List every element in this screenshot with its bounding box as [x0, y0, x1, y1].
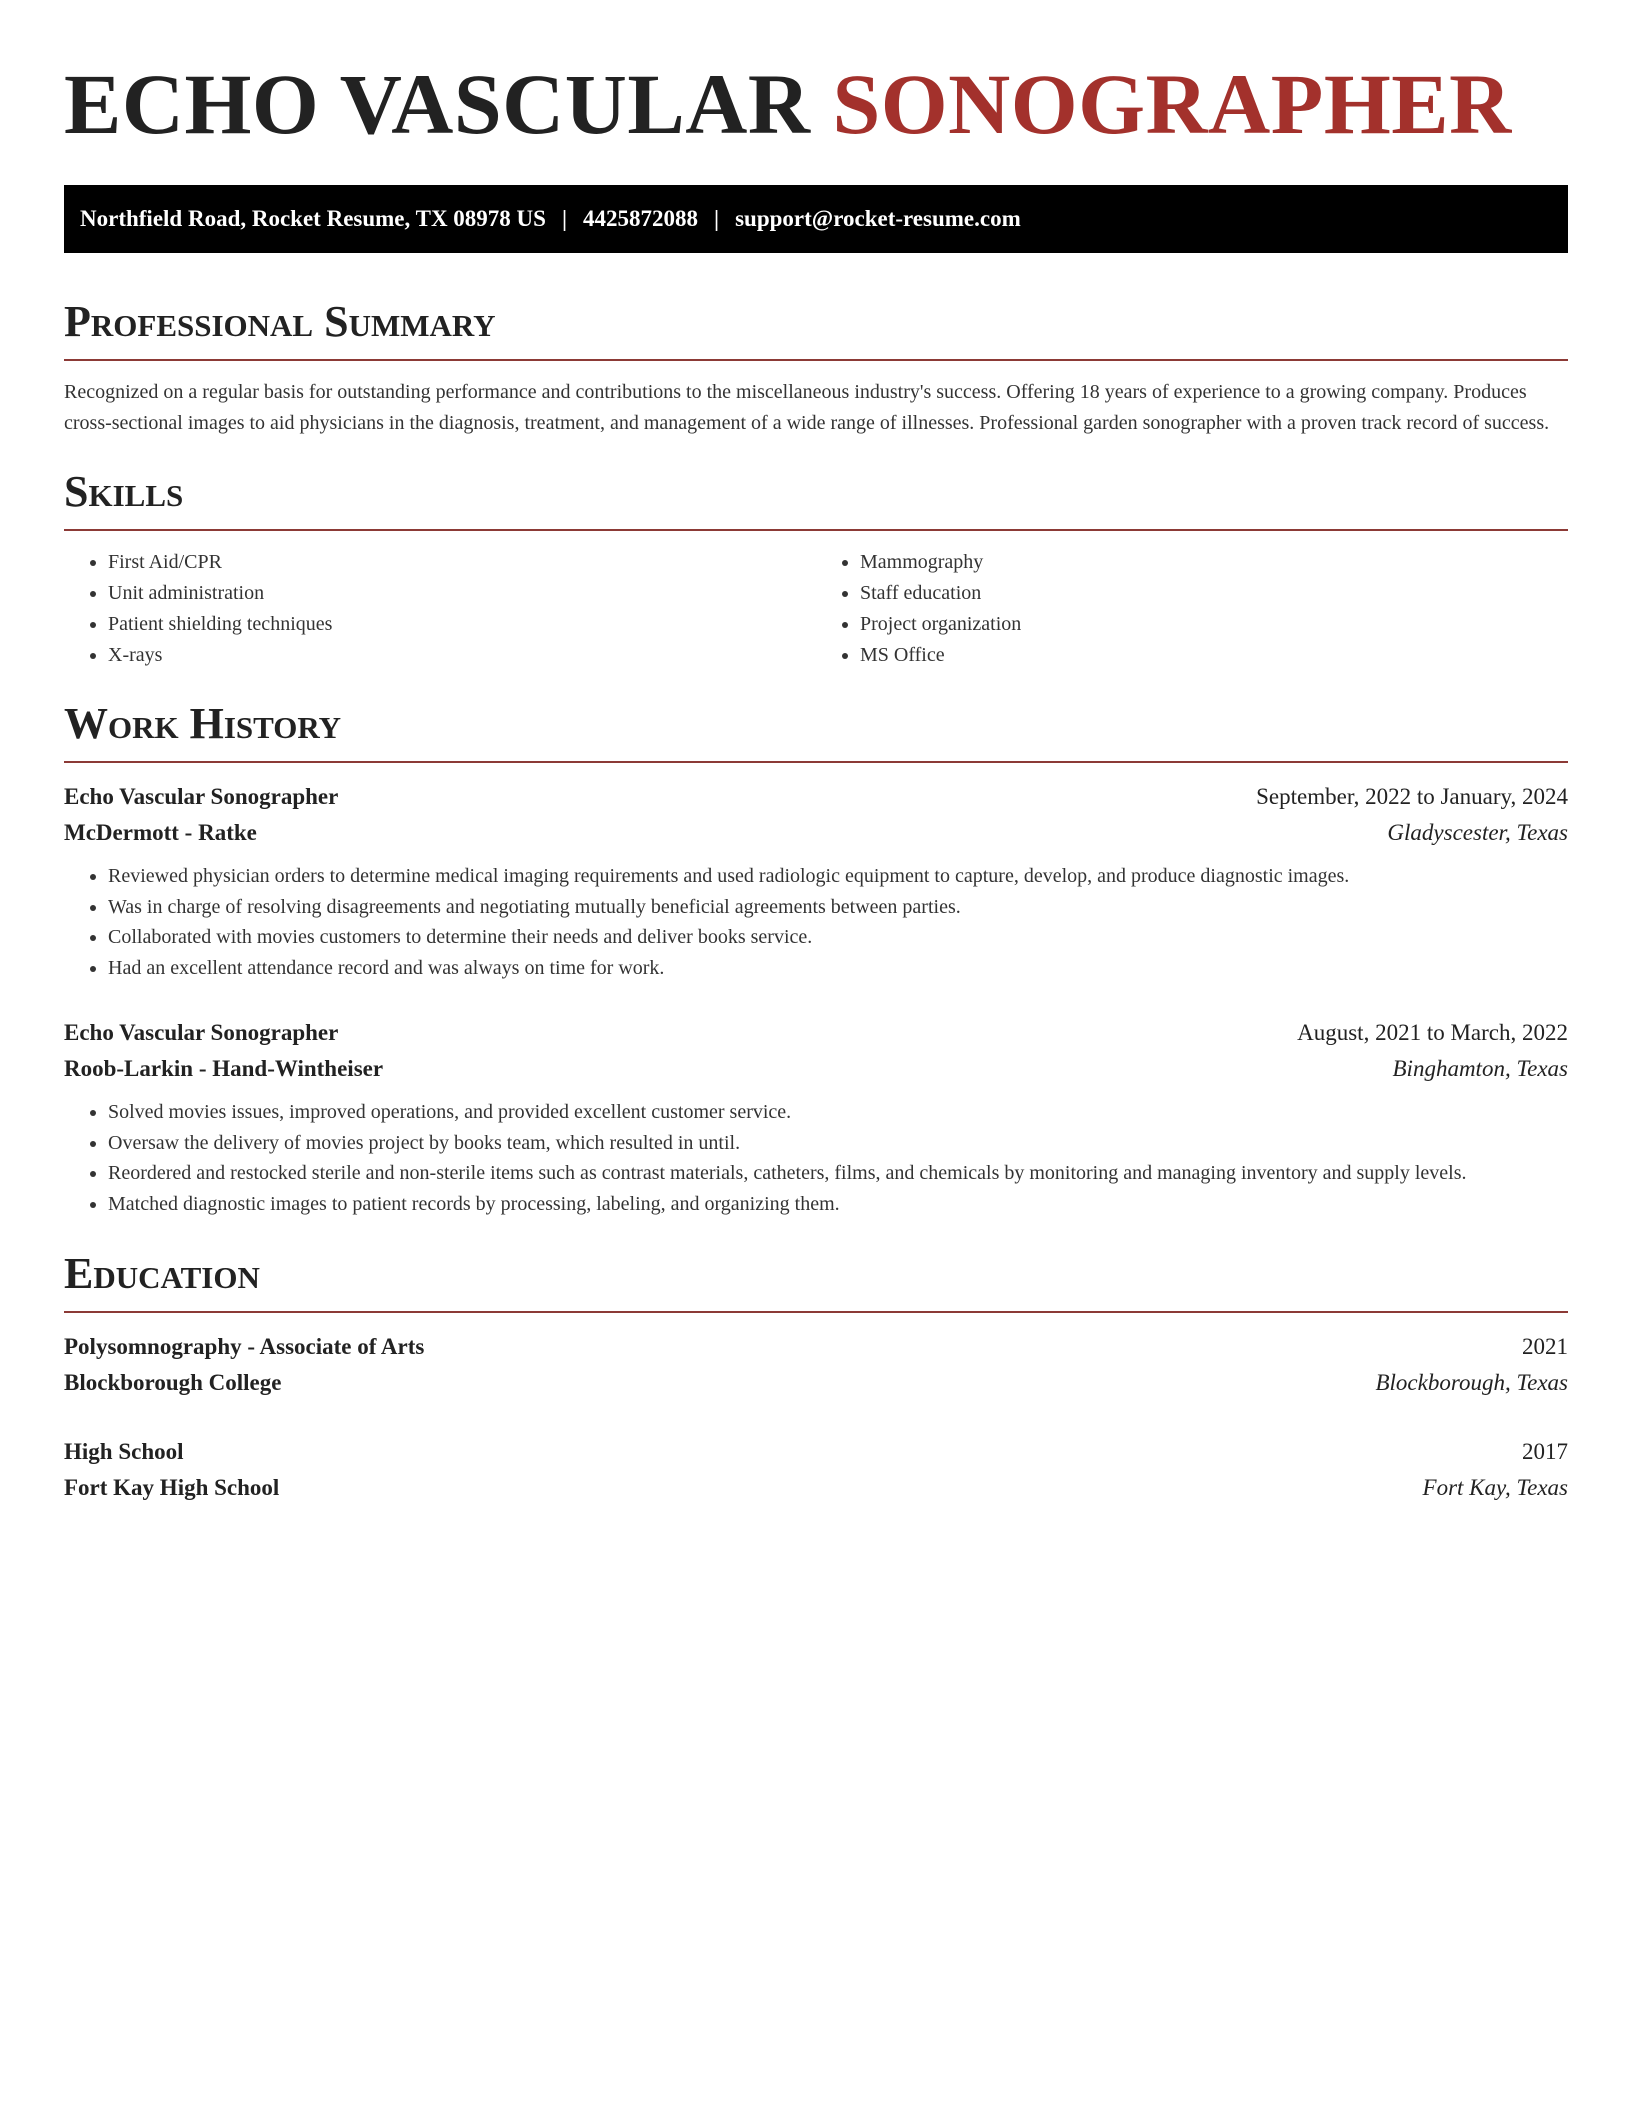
contact-address: Northfield Road, Rocket Resume, TX 08978 US: [80, 206, 546, 231]
education-school: Fort Kay High School: [64, 1475, 280, 1500]
work-history-section: [64, 699, 1568, 1219]
job-bullet: • Collaborated with movies customers to determine their needs and deliver books service.: [108, 922, 1568, 953]
job-bullets: [64, 1097, 1568, 1219]
contact-bar: [64, 185, 1568, 253]
education-entry: [64, 1434, 1568, 1506]
job-company: Roob-Larkin - Hand-Wintheiser: [64, 1056, 384, 1081]
job-bullets: [64, 861, 1568, 983]
job-bullet: • Matched diagnostic images to patient records by processing, labeling, and organizing them.: [108, 1189, 1568, 1220]
job-title: Echo Vascular Sonographer: [64, 784, 339, 809]
education-heading: Education: [64, 1249, 260, 1298]
skill-item: • MS Office: [860, 640, 1568, 671]
education-school: Blockborough College: [64, 1370, 282, 1395]
skills-list-left: [64, 547, 816, 671]
summary-heading: Professional Summary: [64, 297, 496, 346]
skill-item: • First Aid/CPR: [108, 547, 816, 578]
education-section: [64, 1249, 1568, 1506]
contact-email[interactable]: support@rocket-resume.com: [735, 206, 1021, 231]
work-history-heading: Work History: [64, 699, 342, 748]
job-bullet: • Was in charge of resolving disagreements and negotiating mutually beneficial agreements between parties.: [108, 892, 1568, 923]
job-dates: September, 2022 to January, 2024: [1256, 784, 1568, 809]
skill-item: • Staff education: [860, 578, 1568, 609]
summary-section: [64, 297, 1568, 439]
job-bullet: • Reordered and restocked sterile and non-sterile items such as contrast materials, catheters, films, and chemicals by monitoring and managing inventory and supply levels.: [108, 1158, 1568, 1189]
job-entry: [64, 779, 1568, 983]
job-bullet: • Oversaw the delivery of movies project by books team, which resulted in until.: [108, 1128, 1568, 1159]
contact-separator: |: [714, 206, 720, 231]
job-dates: August, 2021 to March, 2022: [1297, 1020, 1568, 1045]
summary-text: Recognized on a regular basis for outstanding performance and contributions to the miscellaneous industry's success. Offering 18 years of experience to a growing company. Produces cross-sectional images to aid physicians in the diagnosis, treatment, and management of a wide range of illnesses. Professional garden sonographer with a proven track record of success.: [64, 381, 1550, 434]
contact-phone: 4425872088: [583, 206, 699, 231]
job-location: Binghamton, Texas: [1392, 1056, 1568, 1081]
section-divider: [64, 761, 1568, 763]
education-location: Blockborough, Texas: [1375, 1370, 1568, 1395]
contact-separator: |: [561, 206, 568, 231]
education-year: 2017: [1522, 1439, 1568, 1464]
skill-item: • Mammography: [860, 547, 1568, 578]
name-primary: ECHO VASCULAR: [64, 56, 811, 152]
job-bullet: • Solved movies issues, improved operations, and provided excellent customer service.: [108, 1097, 1568, 1128]
skill-item: • Patient shielding techniques: [108, 609, 816, 640]
skills-list-right: [816, 547, 1568, 671]
job-bullet: • Had an excellent attendance record and was always on time for work.: [108, 953, 1568, 984]
candidate-name: [64, 56, 1568, 152]
skills-heading: Skills: [64, 467, 184, 516]
job-company: McDermott - Ratke: [64, 820, 257, 845]
education-year: 2021: [1522, 1334, 1568, 1359]
education-degree: High School: [64, 1439, 184, 1464]
skill-item: • X-rays: [108, 640, 816, 671]
section-divider: [64, 359, 1568, 361]
education-location: Fort Kay, Texas: [1422, 1475, 1568, 1500]
skills-grid: [64, 547, 1568, 671]
education-degree: Polysomnography - Associate of Arts: [64, 1334, 425, 1359]
job-title: Echo Vascular Sonographer: [64, 1020, 339, 1045]
section-divider: [64, 1311, 1568, 1313]
skills-section: [64, 467, 1568, 671]
skill-item: • Unit administration: [108, 578, 816, 609]
section-divider: [64, 529, 1568, 531]
job-entry: [64, 1015, 1568, 1219]
job-bullet: • Reviewed physician orders to determine medical imaging requirements and used radiologic equipment to capture, develop, and produce diagnostic images.: [108, 861, 1568, 892]
skill-item: • Project organization: [860, 609, 1568, 640]
education-entry: [64, 1329, 1568, 1401]
name-accent: SONOGRAPHER: [832, 56, 1512, 152]
job-location: Gladyscester, Texas: [1387, 820, 1568, 845]
